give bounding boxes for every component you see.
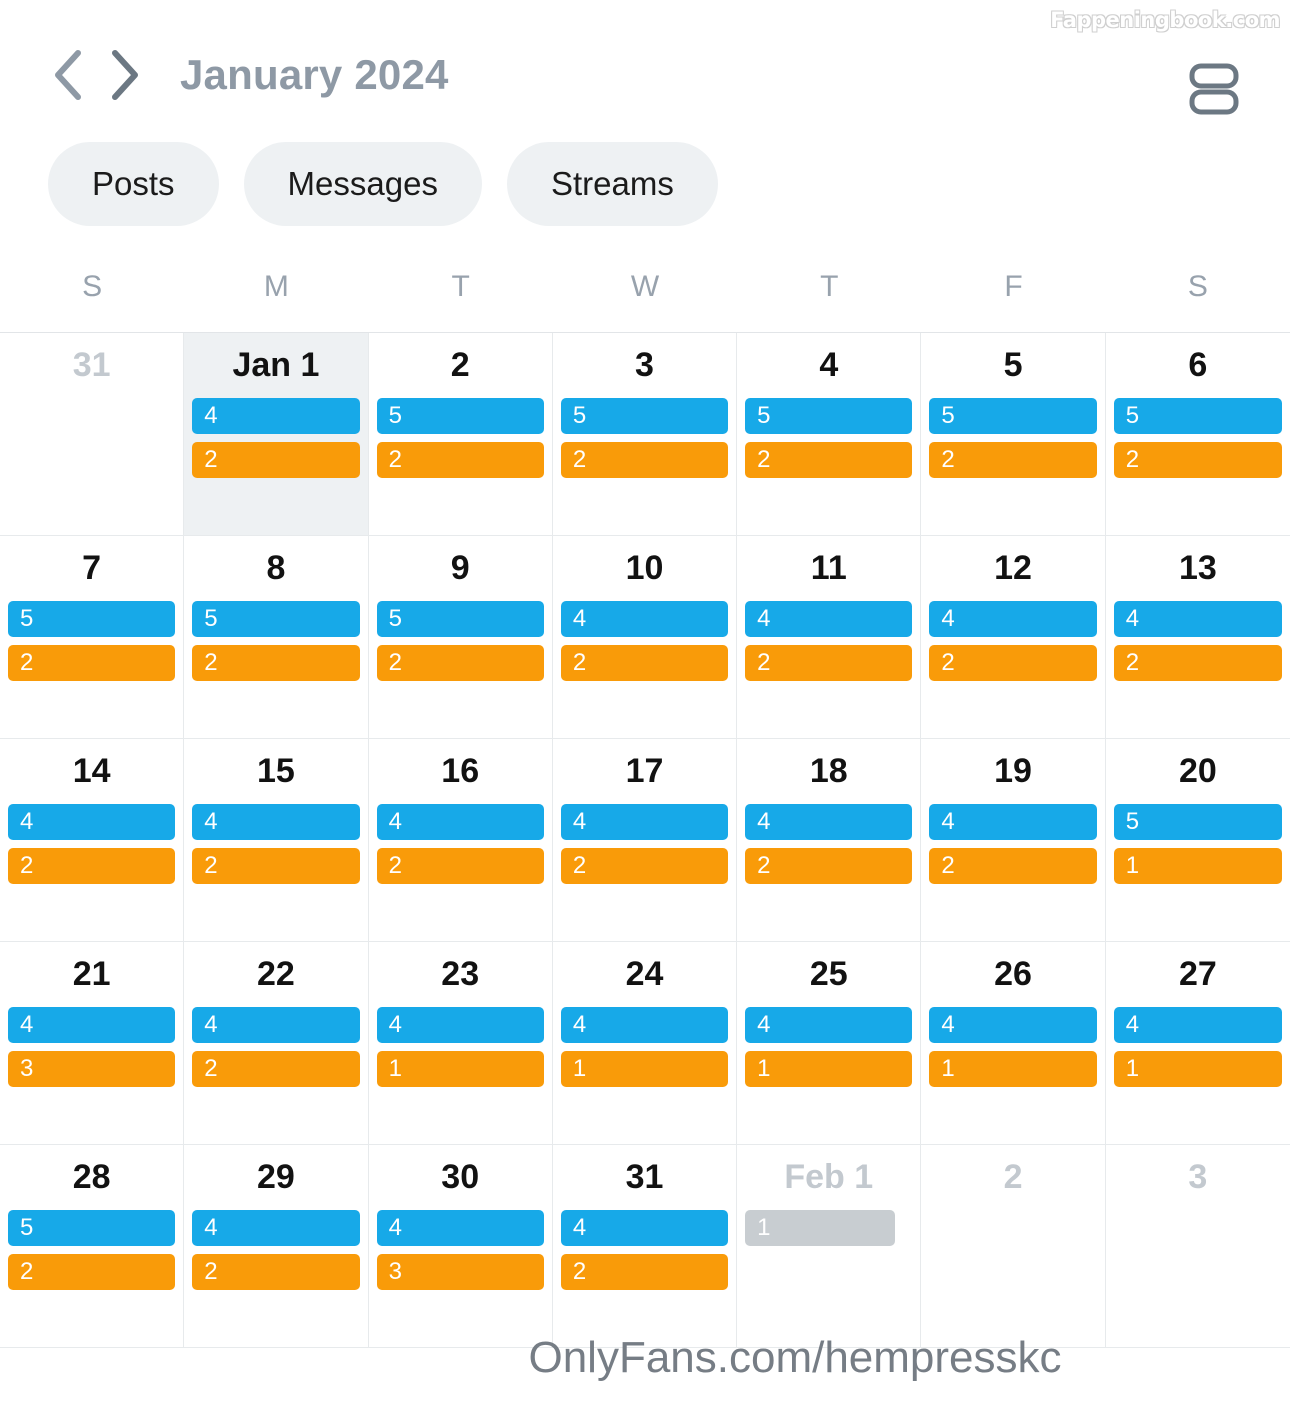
calendar-day-cell[interactable] [0,942,184,1145]
activity-bar-messages[interactable]: 2 [561,645,728,681]
calendar-day-cell[interactable] [369,333,553,536]
activity-bar-messages[interactable]: 2 [929,645,1096,681]
calendar-day-cell[interactable] [369,536,553,739]
activity-bar-messages[interactable]: 2 [377,442,544,478]
calendar-day-cell[interactable] [737,739,921,942]
day-activity-bars [561,1007,728,1087]
day-activity-bars [8,1210,175,1290]
list-view-icon [1187,60,1241,118]
activity-bar-posts[interactable]: 5 [8,1210,175,1246]
activity-bar-posts[interactable]: 4 [8,1007,175,1043]
day-activity-bars [745,1007,912,1087]
day-number: 20 [1178,752,1217,790]
day-activity-bars [192,1210,359,1290]
activity-bar-posts[interactable]: 5 [377,398,544,434]
day-activity-bars [377,1007,544,1087]
next-month-button[interactable] [96,47,152,103]
calendar-day-cell[interactable] [553,739,737,942]
activity-bar-posts[interactable]: 4 [8,804,175,840]
activity-bar-messages[interactable]: 2 [8,1254,175,1290]
activity-bar-messages[interactable]: 2 [745,645,912,681]
activity-bar-messages[interactable]: 2 [929,442,1096,478]
calendar-day-cell[interactable] [921,739,1105,942]
activity-bar-messages[interactable]: 1 [1114,1051,1282,1087]
day-activity-bars [1114,1007,1282,1087]
day-number: 14 [72,752,111,790]
activity-bar-messages[interactable]: 2 [929,848,1096,884]
day-number: 28 [72,1158,111,1196]
day-number: Jan 1 [232,346,320,384]
day-number: 13 [1178,549,1217,587]
activity-bar-messages[interactable]: 2 [192,442,359,478]
calendar-day-cell[interactable] [0,739,184,942]
activity-bar-messages[interactable]: 2 [377,645,544,681]
day-number: 30 [441,1158,480,1196]
activity-bar-messages[interactable]: 2 [192,848,359,884]
activity-bar-messages[interactable]: 3 [8,1051,175,1087]
day-activity-bars [192,804,359,884]
weekday-label: T [451,270,470,303]
day-number: 3 [635,346,654,384]
calendar-day-cell[interactable] [184,333,368,536]
activity-bar-posts[interactable]: 5 [8,601,175,637]
day-number: 8 [266,549,286,587]
day-number: 26 [994,955,1032,993]
day-activity-bars [745,398,912,478]
day-activity-bars [745,1210,912,1246]
activity-bar-messages[interactable]: 2 [192,1051,359,1087]
activity-bar-messages[interactable]: 1 [745,1051,912,1087]
activity-bar-posts[interactable]: 4 [561,804,728,840]
watermark-top: Fappeningbook.com [1050,8,1280,32]
calendar-day-cell[interactable] [921,333,1105,536]
day-activity-bars [377,398,544,478]
activity-bar-grey[interactable]: 1 [745,1210,895,1246]
day-number: 9 [450,549,470,587]
activity-bar-messages[interactable]: 2 [561,1254,728,1290]
activity-bar-messages[interactable]: 2 [192,645,359,681]
chevron-right-icon [107,47,141,103]
day-number: 21 [72,955,111,993]
day-activity-bars [929,398,1096,478]
day-number: 2 [1003,1158,1023,1196]
weekday-header [0,270,1290,333]
day-number: 31 [625,1158,664,1196]
day-activity-bars [192,398,359,478]
calendar-day-cell[interactable] [0,536,184,739]
activity-bar-posts[interactable]: 5 [745,398,912,434]
day-number: 7 [82,549,102,587]
activity-bar-posts[interactable]: 4 [561,601,728,637]
calendar-day-cell[interactable] [921,942,1105,1145]
day-number: 22 [257,955,295,993]
day-number: 12 [994,549,1032,587]
activity-bar-posts[interactable]: 4 [929,804,1096,840]
day-number: 2 [450,346,470,384]
activity-bar-messages[interactable]: 2 [1114,645,1282,681]
activity-bar-posts[interactable]: 4 [561,1007,728,1043]
weekday-label: T [820,270,839,303]
day-activity-bars [561,398,728,478]
weekday-label: S [1187,270,1208,303]
activity-bar-posts[interactable]: 4 [377,804,544,840]
filter-chips [0,142,1290,226]
calendar-day-cell[interactable] [1106,333,1290,536]
day-activity-bars [561,804,728,884]
calendar-grid [0,333,1290,1348]
view-toggle-button[interactable] [1186,58,1242,120]
weekday-label: W [630,270,660,303]
activity-bar-posts[interactable]: 4 [192,1007,359,1043]
calendar-day-cell[interactable] [737,1145,921,1348]
activity-bar-posts[interactable]: 4 [192,398,359,434]
day-activity-bars [8,1007,175,1087]
day-activity-bars [1114,601,1282,681]
activity-bar-messages[interactable]: 2 [745,442,912,478]
weekday-label: M [263,270,289,303]
day-number: 6 [1188,346,1208,384]
activity-bar-messages[interactable]: 1 [1114,848,1282,884]
day-activity-bars [377,601,544,681]
calendar-day-cell[interactable] [0,333,184,536]
activity-bar-messages[interactable]: 2 [745,848,912,884]
watermark-bottom: OnlyFans.com/hempresskc [528,1333,1062,1382]
day-number: 25 [809,955,848,993]
activity-bar-messages[interactable]: 1 [929,1051,1096,1087]
activity-bar-posts[interactable]: 4 [561,1210,728,1246]
activity-bar-messages[interactable]: 1 [377,1051,544,1087]
calendar-day-cell[interactable] [921,1145,1105,1348]
day-activity-bars [377,1210,544,1290]
calendar-day-cell[interactable] [184,739,368,942]
day-activity-bars [377,804,544,884]
chevron-left-icon [51,47,85,103]
activity-bar-posts[interactable]: 5 [1114,804,1282,840]
day-number: 5 [1003,346,1023,384]
calendar-day-cell[interactable] [369,1145,553,1348]
day-activity-bars [561,1210,728,1290]
activity-bar-posts[interactable]: 4 [192,1210,359,1246]
calendar-day-cell[interactable] [921,536,1105,739]
activity-bar-posts[interactable]: 4 [377,1210,544,1246]
calendar-day-cell[interactable] [369,942,553,1145]
day-activity-bars [745,601,912,681]
activity-bar-posts[interactable]: 4 [1114,601,1282,637]
activity-bar-posts[interactable]: 5 [377,601,544,637]
activity-bar-messages[interactable]: 2 [377,848,544,884]
day-activity-bars [192,601,359,681]
calendar-day-cell[interactable] [553,536,737,739]
calendar-day-cell[interactable] [184,1145,368,1348]
calendar-day-cell[interactable] [184,942,368,1145]
day-number: 3 [1188,1158,1208,1196]
activity-bar-posts[interactable]: 4 [745,601,912,637]
activity-bar-posts[interactable]: 5 [929,398,1096,434]
calendar-day-cell[interactable] [1106,942,1290,1145]
activity-bar-messages[interactable]: 3 [377,1254,544,1290]
day-number: 29 [257,1158,295,1196]
day-activity-bars [929,804,1096,884]
day-number: 31 [72,346,111,384]
day-number: 18 [809,752,848,790]
activity-bar-messages[interactable]: 2 [1114,442,1282,478]
calendar-day-cell[interactable] [1106,739,1290,942]
activity-bar-posts[interactable]: 5 [192,601,359,637]
activity-bar-posts[interactable]: 4 [377,1007,544,1043]
day-activity-bars [8,804,175,884]
day-activity-bars [745,804,912,884]
activity-bar-posts[interactable]: 4 [192,804,359,840]
calendar-day-cell[interactable] [553,1145,737,1348]
calendar-day-cell[interactable] [1106,1145,1290,1348]
activity-bar-posts[interactable]: 4 [929,1007,1096,1043]
day-activity-bars [1114,398,1282,478]
calendar-day-cell[interactable] [0,1145,184,1348]
activity-bar-posts[interactable]: 4 [745,804,912,840]
day-activity-bars [1114,804,1282,884]
activity-bar-messages[interactable]: 2 [561,442,728,478]
day-number: 4 [819,346,839,384]
activity-bar-messages[interactable]: 1 [561,1051,728,1087]
day-number: 10 [625,549,664,587]
calendar-day-cell[interactable] [737,333,921,536]
day-number: 15 [257,752,295,790]
activity-bar-posts[interactable]: 4 [1114,1007,1282,1043]
day-number: 16 [441,752,480,790]
activity-bar-posts[interactable]: 5 [561,398,728,434]
day-activity-bars [192,1007,359,1087]
day-number: 19 [994,752,1032,790]
activity-bar-messages[interactable]: 2 [192,1254,359,1290]
filter-chip-messages[interactable]: Messages [244,142,482,226]
day-activity-bars [929,601,1096,681]
calendar-day-cell[interactable] [553,333,737,536]
calendar-day-cell[interactable] [553,942,737,1145]
activity-bar-messages[interactable]: 2 [8,645,175,681]
day-activity-bars [8,601,175,681]
day-activity-bars [561,601,728,681]
day-activity-bars [929,1007,1096,1087]
day-number: 27 [1178,955,1217,993]
calendar-day-cell[interactable] [737,536,921,739]
weekday-label: S [82,270,103,303]
day-number: Feb 1 [784,1158,874,1196]
calendar-day-cell[interactable] [1106,536,1290,739]
filter-chip-posts[interactable]: Posts [48,142,219,226]
calendar-day-cell[interactable] [184,536,368,739]
calendar-day-cell[interactable] [369,739,553,942]
previous-month-button[interactable] [40,47,96,103]
calendar-day-cell[interactable] [737,942,921,1145]
day-number: 11 [810,549,847,587]
activity-bar-messages[interactable]: 2 [561,848,728,884]
day-number: 23 [441,955,480,993]
activity-bar-posts[interactable]: 4 [929,601,1096,637]
day-number: 17 [625,752,664,790]
day-number: 24 [625,955,664,993]
filter-chip-streams[interactable]: Streams [507,142,718,226]
page-title: January 2024 [180,51,449,98]
activity-bar-posts[interactable]: 5 [1114,398,1282,434]
weekday-label: F [1004,270,1023,303]
activity-bar-posts[interactable]: 4 [745,1007,912,1043]
activity-bar-messages[interactable]: 2 [8,848,175,884]
